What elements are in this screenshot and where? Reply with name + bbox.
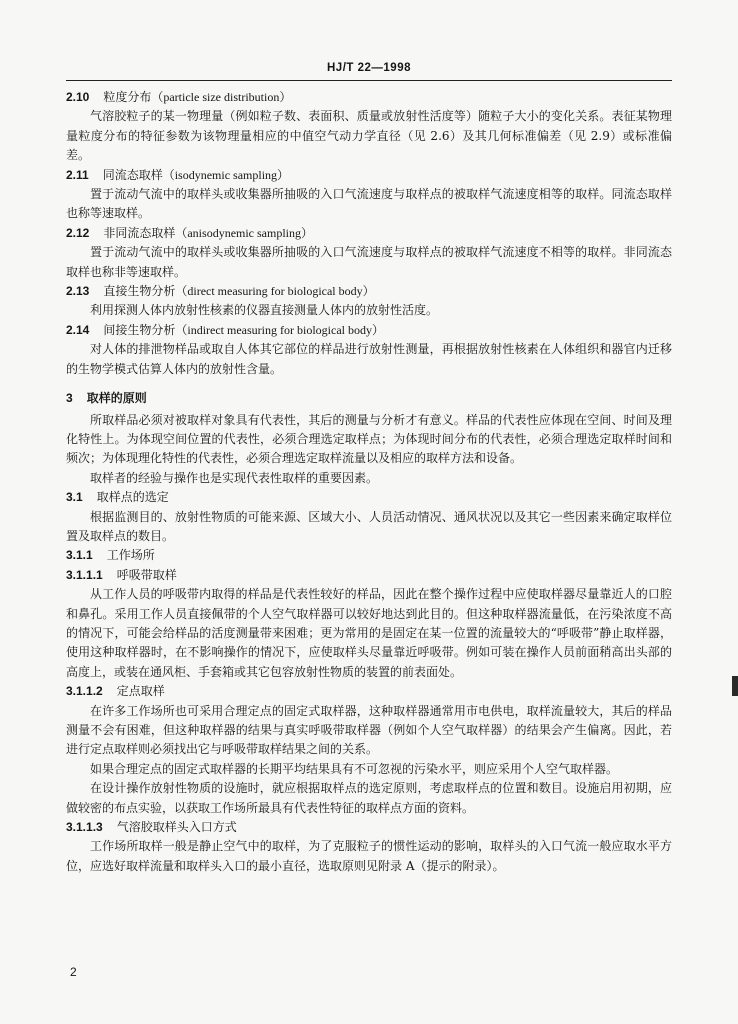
heading-3-1-1 [66,546,672,565]
section-number: 2.12 [66,225,90,240]
section-number: 3.1.1 [66,548,93,563]
running-header: HJ/T 22—1998 [327,62,411,74]
para-3-1-1-2-b: 如果合理定点的固定式取样器的长期平均结果具有不可忽视的污染水平，则应采用个人空气取样器。 [90,761,619,776]
section-number: 2.11 [66,167,89,182]
section-number: 3.1.1.2 [66,684,103,699]
para-3-1-1-2-c: 在设计操作放射性物质的设施时，就应根据取样点的选定原则，考虑取样点的位置和数目。设施启用初期，应做较密的布点实验，以获取工作场所最具有代表性特征的取样点方面的资料。 [66,781,672,815]
section-title: 间接生物分析（indirect measuring for biological body） [103,322,384,337]
section-number: 2.14 [66,322,90,337]
para-3-1-1-3: 工作场所取样一般是静止空气中的取样，为了克服粒子的惯性运动的影响，取样头的入口气流一般应取水平方位，应选好取样流量和取样头入口的最小直径，选取原则见附录 A（提示的附录）。 [66,839,672,873]
para-2-12: 置于流动气流中的取样头或收集器所抽吸的入口气流速度与取样点的被取样气流速度不相等的取样。非同流态取样也称非等速取样。 [66,245,672,279]
heading-2-10 [66,88,672,107]
heading-3-1-1-3 [66,818,672,837]
para-2-11: 置于流动气流中的取样头或收集器所抽吸的入口气流速度与取样点的被取样气流速度相等的取样。同流态取样也称等速取样。 [66,187,672,221]
section-title: 定点取样 [116,684,165,699]
scan-edge-mark [732,676,738,696]
section-title: 取样点的选定 [96,490,169,505]
heading-2-13 [66,282,672,301]
para-3-1-1-2-a: 在许多工作场所也可采用合理定点的固定式取样器，这种取样器通常用市电供电，取样流量较大，其后的样品测量不会有困难，但这种取样器的结果与真实呼吸带取样器（例如个人空气取样器）的结果会产生偏离。因此，若进行定点取样则必须找出它与呼吸带取样结果之间的关系。 [66,703,672,757]
header-rule [66,80,672,81]
section-number: 3.1.1.3 [66,820,103,835]
para-3-1: 根据监测目的、放射性物质的可能来源、区域大小、人员活动情况、通风状况以及其它一些因素来确定取样位置及取样点的数目。 [66,509,672,543]
section-title: 粒度分布（particle size distribution） [103,90,292,104]
heading-2-11 [66,166,672,185]
section-title: 取样的原则 [86,391,147,406]
section-number: 3.1 [66,490,83,505]
para-2-13: 利用探测人体内放射性核素的仪器直接测量人体内的放射性活度。 [90,303,439,318]
para-3-principle: 所取样品必须对被取样对象具有代表性，其后的测量与分析才有意义。样品的代表性应体现在空间、时间及理化特性上。为体现空间位置的代表性，必须合理选定取样点；为体现时间分布的代表性，必须合理选定取样时间和频次；为体现理化特性的代表性，必须合理选定取样流量以及相应的取样方法和设备。 [66,412,672,466]
page-body [66,88,672,876]
heading-3-1 [66,488,672,507]
heading-3-1-1-2 [66,682,672,701]
section-number: 3.1.1.1 [66,567,103,582]
para-3-1-1-1: 从工作人员的呼吸带内取得的样品是代表性较好的样品，因此在整个操作过程中应使取样器尽量靠近人的口腔和鼻孔。采用工作人员直接佩带的个人空气取样器可以较好地达到此目的。但这种取样器流量低，在污染浓度不高的情况下，可能会给样品的活度测量带来困难；更为常用的是固定在某一位置的流量较大的“呼吸带”静止取样器，使用这种取样器时，在不影响操作的情况下，应使取样头尽量靠近呼吸带。例如可装在操作人员前面稍高出头部的高度上，或装在通风柜、手套箱或其它包容放射性物质的装置的前表面处。 [66,587,672,679]
page-number: 2 [70,965,77,979]
heading-2-14 [66,321,672,340]
para-2-14: 对人体的排泄物样品或取自人体其它部位的样品进行放射性测量，再根据放射性核素在人体组织和器官内迁移的生物学模式估算人体内的放射性含量。 [66,342,672,376]
heading-3-1-1-1 [66,566,672,585]
section-number: 2.10 [66,90,90,104]
section-title: 工作场所 [106,548,155,563]
para-2-10: 气溶胶粒子的某一物理量（例如粒子数、表面积、质量或放射性活度等）随粒子大小的变化关系。表征某物理量粒度分布的特征参数为该物理量相应的中值空气动力学直径（见 2.6）及其几何标准偏差（见 2.9）或标准偏差。 [66,109,672,163]
heading-2-12 [66,224,672,243]
heading-3 [66,389,672,408]
section-title: 同流态取样（isodynemic sampling） [102,167,290,182]
section-title: 直接生物分析（direct measuring for biological body） [103,284,375,299]
section-title: 呼吸带取样 [116,567,177,582]
section-title: 非同流态取样（anisodynemic sampling） [103,225,314,240]
section-title: 气溶胶取样头入口方式 [116,820,237,835]
para-3-operator: 取样者的经验与操作也是实现代表性取样的重要因素。 [90,470,379,485]
section-number: 3 [66,391,73,406]
section-number: 2.13 [66,284,90,299]
